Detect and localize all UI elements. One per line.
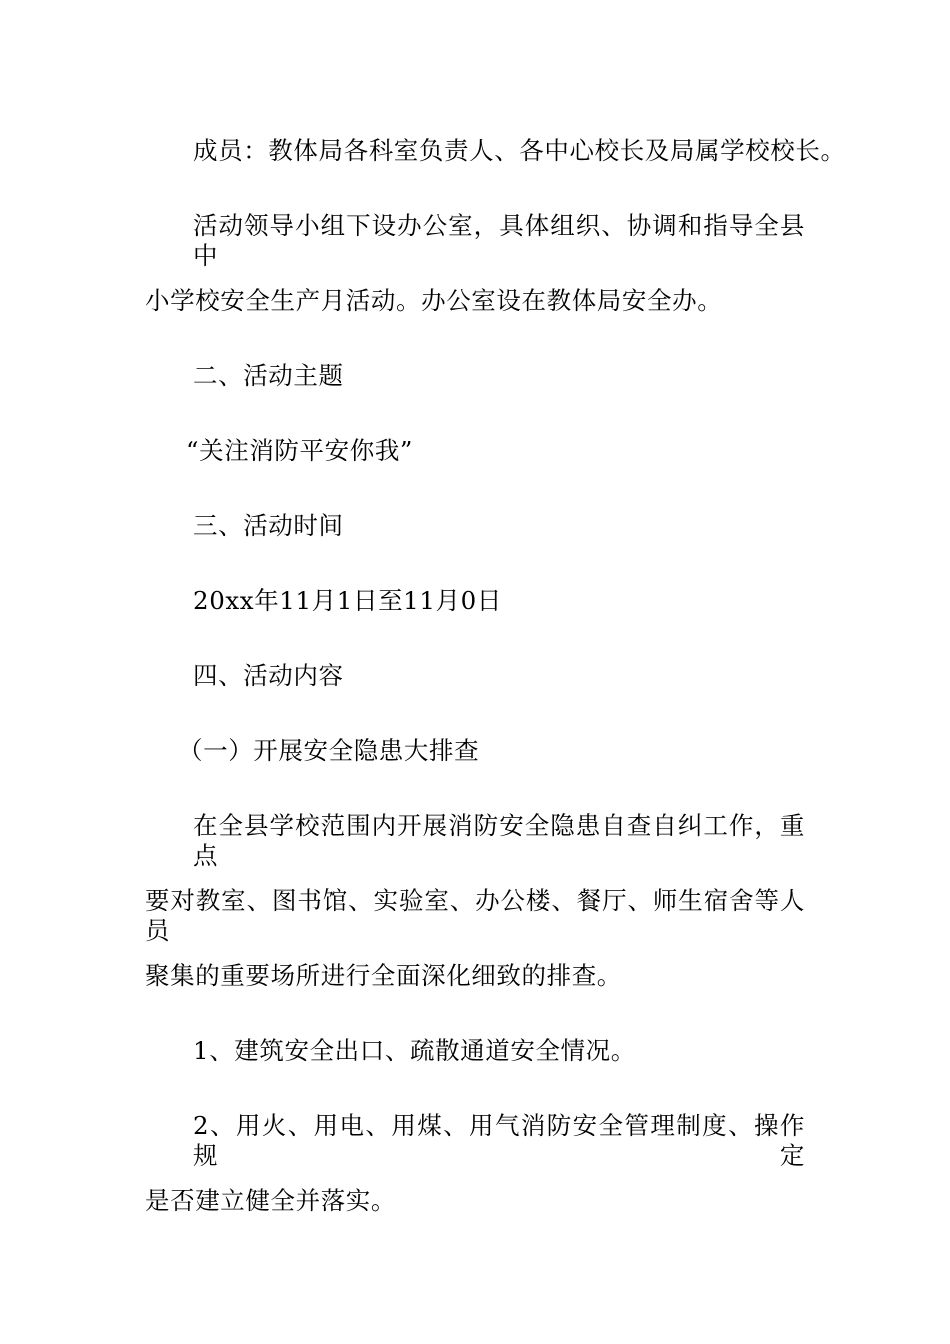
paragraph-office-line-1: 活动领导小组下设办公室，具体组织、协调和指导全县中 bbox=[193, 211, 805, 270]
activity-dates: 20xx年11月1日至11月0日 bbox=[193, 586, 502, 615]
paragraph-members: 成员：教体局各科室负责人、各中心校长及局属学校校长。 bbox=[193, 136, 846, 165]
paragraph-office-line-2: 小学校安全生产月活动。办公室设在教体局安全办。 bbox=[145, 286, 723, 315]
heading-theme: 二、活动主题 bbox=[193, 361, 344, 390]
paragraph-inspection-line-2: 要对教室、图书馆、实验室、办公楼、餐厅、师生宿舍等人员 bbox=[145, 886, 805, 945]
subheading-inspection: （一）开展安全隐患大排查 bbox=[178, 736, 480, 765]
heading-content: 四、活动内容 bbox=[193, 661, 344, 690]
heading-time: 三、活动时间 bbox=[193, 511, 344, 540]
paragraph-inspection-line-1: 在全县学校范围内开展消防安全隐患自查自纠工作，重点 bbox=[193, 811, 805, 870]
item-1: 1、建筑安全出口、疏散通道安全情况。 bbox=[193, 1036, 636, 1065]
item-2-line-2: 是否建立健全并落实。 bbox=[145, 1186, 396, 1215]
paragraph-inspection-line-3: 聚集的重要场所进行全面深化细致的排查。 bbox=[145, 961, 622, 990]
item-2-line-1: 2、用火、用电、用煤、用气消防安全管理制度、操作规定 bbox=[193, 1111, 805, 1170]
theme-slogan: “关注消防平安你我” bbox=[186, 436, 414, 465]
